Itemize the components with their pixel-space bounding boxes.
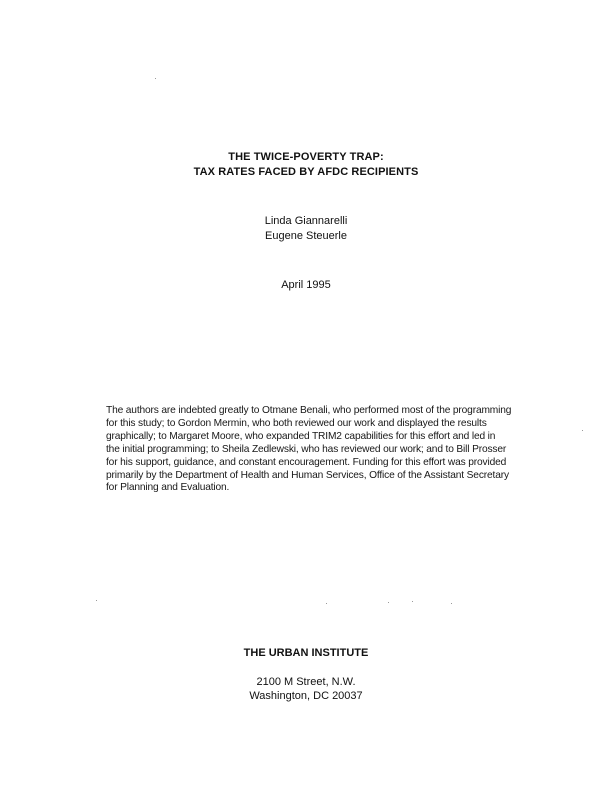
- scan-speck: [96, 600, 97, 601]
- author-name: Eugene Steuerle: [265, 230, 347, 242]
- author-name: Linda Giannarelli: [264, 215, 348, 227]
- acknowledgement-line: primarily by the Department of Health and Human Services, Office of the Assistant Secretary: [106, 469, 509, 481]
- scan-speck: [155, 78, 156, 79]
- acknowledgement-line: The authors are indebted greatly to Otmane Benali, who performed most of the programming: [106, 405, 512, 416]
- acknowledgement-line: graphically; to Margaret Moore, who expanded TRIM2 capabilities for this effort and led in: [106, 430, 496, 442]
- publication-date: April 1995: [281, 279, 331, 291]
- scan-speck: [326, 603, 327, 604]
- address-street: 2100 M Street, N.W.: [256, 676, 356, 688]
- scan-speck: [451, 603, 452, 604]
- acknowledgement-line: for Planning and Evaluation.: [106, 482, 230, 494]
- title-line-2: TAX RATES FACED BY AFDC RECIPIENTS: [193, 166, 419, 178]
- address-city: Washington, DC 20037: [249, 690, 363, 702]
- title-line-1: THE TWICE-POVERTY TRAP:: [228, 151, 384, 163]
- acknowledgement-line: for this study; to Gordon Mermin, who both reviewed our work and displayed the results: [106, 417, 487, 429]
- institute-address: [0, 675, 612, 703]
- acknowledgement-paragraph: [106, 405, 546, 495]
- acknowledgement-line: the initial programming; to Sheila Zedlewski, who has reviewed our work; and to Bill Prosser: [106, 443, 507, 455]
- scan-speck: [412, 601, 413, 602]
- scan-speck: [388, 602, 389, 603]
- author-list: [0, 214, 612, 244]
- scan-speck: [582, 430, 583, 431]
- acknowledgement-line: for his support, guidance, and constant encouragement. Funding for this effort was provided: [106, 456, 507, 468]
- institute-name: THE URBAN INSTITUTE: [243, 647, 369, 659]
- document-title: [0, 150, 612, 180]
